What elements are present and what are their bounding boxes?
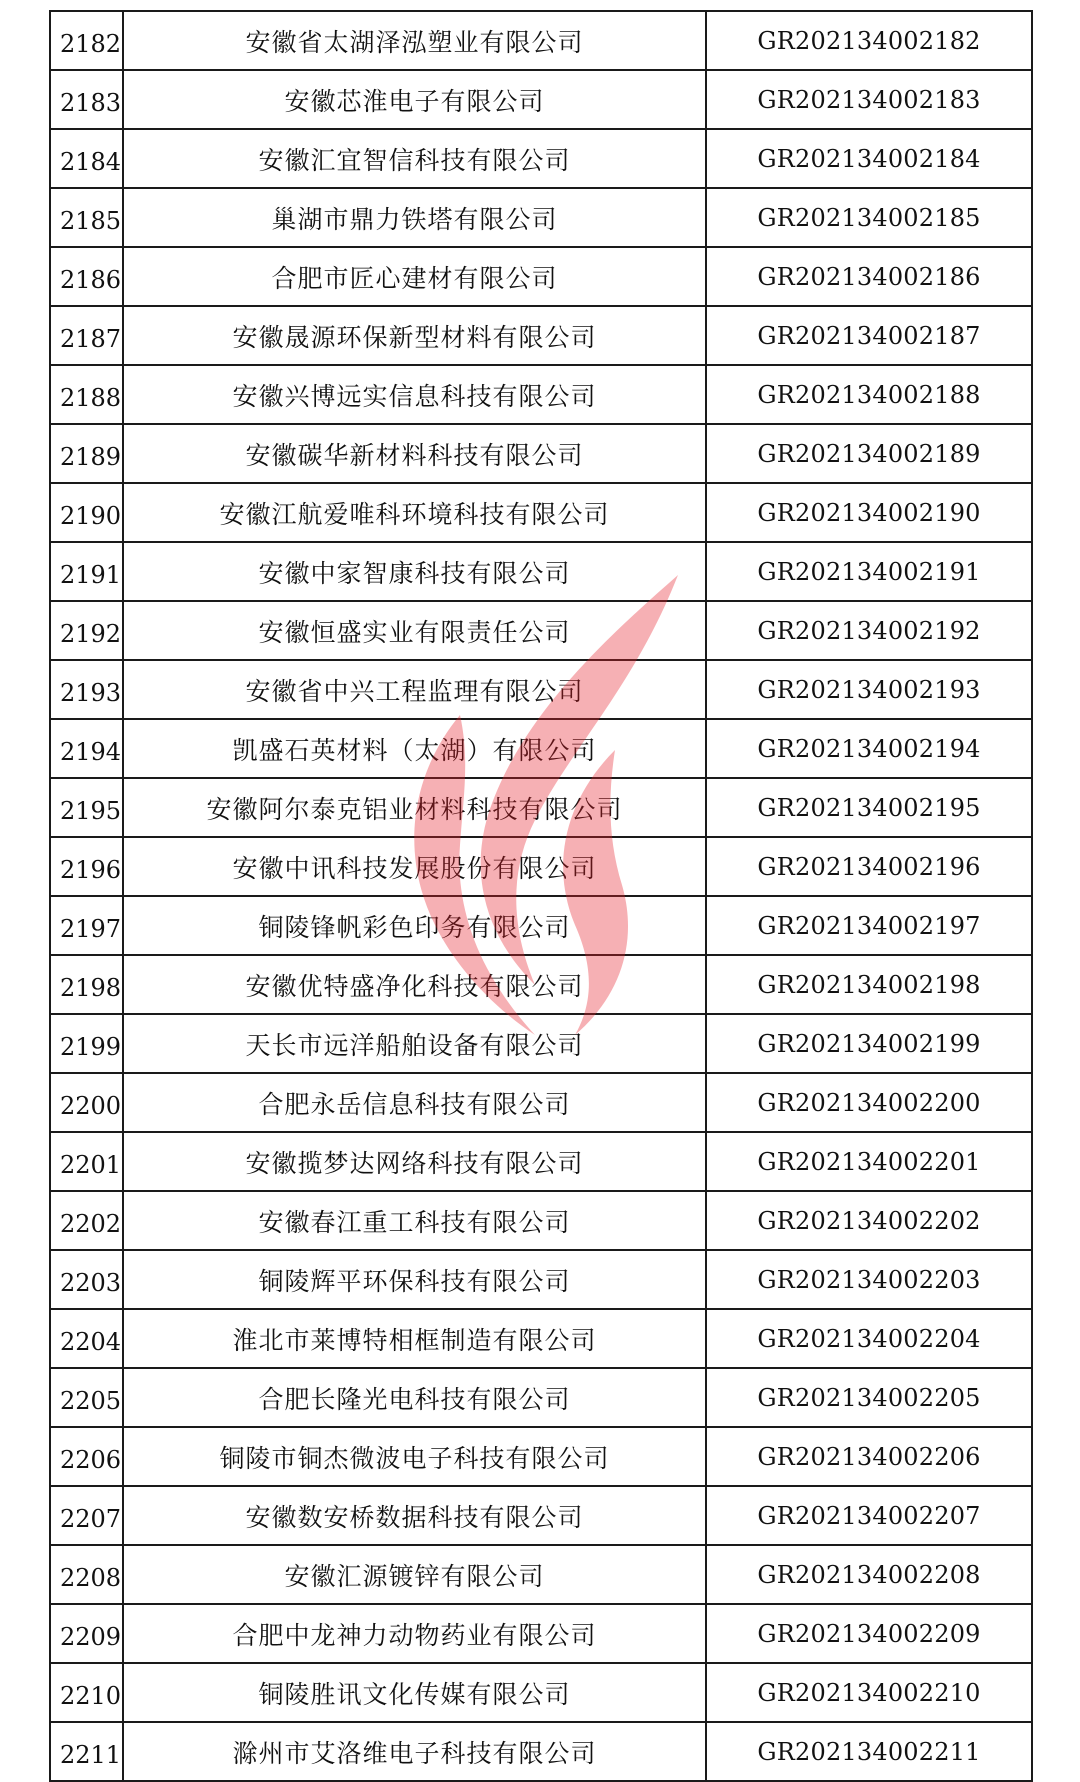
row-number: 2183 [50, 70, 123, 129]
table-row [50, 719, 1032, 778]
table-row [50, 129, 1032, 188]
row-number: 2189 [50, 424, 123, 483]
certificate-code: GR202134002193 [706, 660, 1032, 719]
table-row [50, 660, 1032, 719]
company-name: 合肥长隆光电科技有限公司 [123, 1368, 706, 1427]
row-number: 2195 [50, 778, 123, 837]
certificate-code: GR202134002182 [706, 11, 1032, 70]
row-number: 2190 [50, 483, 123, 542]
row-number: 2208 [50, 1545, 123, 1604]
row-number: 2206 [50, 1427, 123, 1486]
row-number: 2186 [50, 247, 123, 306]
certificate-code: GR202134002211 [706, 1722, 1032, 1781]
row-number: 2185 [50, 188, 123, 247]
row-number: 2191 [50, 542, 123, 601]
row-number: 2209 [50, 1604, 123, 1663]
row-number: 2194 [50, 719, 123, 778]
company-name: 凯盛石英材料（太湖）有限公司 [123, 719, 706, 778]
table-row [50, 1486, 1032, 1545]
company-name: 滁州市艾洛维电子科技有限公司 [123, 1722, 706, 1781]
certificate-code: GR202134002186 [706, 247, 1032, 306]
table-row [50, 365, 1032, 424]
company-name: 安徽晟源环保新型材料有限公司 [123, 306, 706, 365]
table-row [50, 247, 1032, 306]
company-name: 天长市远洋船舶设备有限公司 [123, 1014, 706, 1073]
certificate-code: GR202134002209 [706, 1604, 1032, 1663]
table-row [50, 1309, 1032, 1368]
company-name: 合肥永岳信息科技有限公司 [123, 1073, 706, 1132]
certificate-code: GR202134002191 [706, 542, 1032, 601]
row-number: 2197 [50, 896, 123, 955]
company-name: 淮北市莱博特相框制造有限公司 [123, 1309, 706, 1368]
company-name: 安徽省太湖泽泓塑业有限公司 [123, 11, 706, 70]
table-row [50, 1604, 1032, 1663]
certificate-code: GR202134002184 [706, 129, 1032, 188]
certificate-code: GR202134002202 [706, 1191, 1032, 1250]
certificate-code: GR202134002208 [706, 1545, 1032, 1604]
table-row [50, 483, 1032, 542]
company-list-table [49, 10, 1033, 1782]
certificate-code: GR202134002190 [706, 483, 1032, 542]
table-row [50, 424, 1032, 483]
certificate-code: GR202134002203 [706, 1250, 1032, 1309]
row-number: 2211 [50, 1722, 123, 1781]
table-row [50, 1191, 1032, 1250]
company-name: 安徽碳华新材料科技有限公司 [123, 424, 706, 483]
company-name: 安徽汇宜智信科技有限公司 [123, 129, 706, 188]
certificate-code: GR202134002200 [706, 1073, 1032, 1132]
certificate-code: GR202134002192 [706, 601, 1032, 660]
table-row [50, 1368, 1032, 1427]
table-row [50, 778, 1032, 837]
table-body [50, 11, 1032, 1781]
row-number: 2184 [50, 129, 123, 188]
certificate-code: GR202134002204 [706, 1309, 1032, 1368]
certificate-code: GR202134002205 [706, 1368, 1032, 1427]
row-number: 2200 [50, 1073, 123, 1132]
table-row [50, 11, 1032, 70]
row-number: 2203 [50, 1250, 123, 1309]
table-row [50, 1132, 1032, 1191]
company-name: 安徽揽梦达网络科技有限公司 [123, 1132, 706, 1191]
row-number: 2182 [50, 11, 123, 70]
certificate-code: GR202134002207 [706, 1486, 1032, 1545]
certificate-code: GR202134002187 [706, 306, 1032, 365]
certificate-code: GR202134002188 [706, 365, 1032, 424]
company-name: 安徽优特盛净化科技有限公司 [123, 955, 706, 1014]
row-number: 2198 [50, 955, 123, 1014]
company-name: 铜陵锋帆彩色印务有限公司 [123, 896, 706, 955]
table-row [50, 955, 1032, 1014]
company-name: 铜陵市铜杰微波电子科技有限公司 [123, 1427, 706, 1486]
table-row [50, 542, 1032, 601]
certificate-code: GR202134002196 [706, 837, 1032, 896]
table-row [50, 1545, 1032, 1604]
company-name: 安徽恒盛实业有限责任公司 [123, 601, 706, 660]
row-number: 2199 [50, 1014, 123, 1073]
row-number: 2207 [50, 1486, 123, 1545]
table-row [50, 1722, 1032, 1781]
row-number: 2204 [50, 1309, 123, 1368]
table-row [50, 1073, 1032, 1132]
certificate-code: GR202134002183 [706, 70, 1032, 129]
company-name: 安徽兴博远实信息科技有限公司 [123, 365, 706, 424]
table-row [50, 1427, 1032, 1486]
table-row [50, 896, 1032, 955]
certificate-code: GR202134002198 [706, 955, 1032, 1014]
certificate-code: GR202134002194 [706, 719, 1032, 778]
row-number: 2196 [50, 837, 123, 896]
row-number: 2202 [50, 1191, 123, 1250]
company-name: 安徽芯淮电子有限公司 [123, 70, 706, 129]
row-number: 2205 [50, 1368, 123, 1427]
certificate-code: GR202134002195 [706, 778, 1032, 837]
company-name: 安徽数安桥数据科技有限公司 [123, 1486, 706, 1545]
company-name: 巢湖市鼎力铁塔有限公司 [123, 188, 706, 247]
row-number: 2192 [50, 601, 123, 660]
company-name: 安徽中讯科技发展股份有限公司 [123, 837, 706, 896]
row-number: 2210 [50, 1663, 123, 1722]
table-row [50, 188, 1032, 247]
row-number: 2201 [50, 1132, 123, 1191]
certificate-code: GR202134002185 [706, 188, 1032, 247]
table-row [50, 1250, 1032, 1309]
table-row [50, 70, 1032, 129]
certificate-code: GR202134002197 [706, 896, 1032, 955]
table-row [50, 1663, 1032, 1722]
company-name: 安徽中家智康科技有限公司 [123, 542, 706, 601]
table-row [50, 601, 1032, 660]
company-name: 铜陵胜讯文化传媒有限公司 [123, 1663, 706, 1722]
table-row [50, 837, 1032, 896]
certificate-code: GR202134002201 [706, 1132, 1032, 1191]
company-name: 安徽省中兴工程监理有限公司 [123, 660, 706, 719]
company-name: 安徽汇源镀锌有限公司 [123, 1545, 706, 1604]
company-name: 安徽春江重工科技有限公司 [123, 1191, 706, 1250]
company-name: 合肥中龙神力动物药业有限公司 [123, 1604, 706, 1663]
company-name: 铜陵辉平环保科技有限公司 [123, 1250, 706, 1309]
certificate-code: GR202134002199 [706, 1014, 1032, 1073]
certificate-code: GR202134002189 [706, 424, 1032, 483]
row-number: 2193 [50, 660, 123, 719]
company-name: 合肥市匠心建材有限公司 [123, 247, 706, 306]
row-number: 2188 [50, 365, 123, 424]
row-number: 2187 [50, 306, 123, 365]
certificate-code: GR202134002210 [706, 1663, 1032, 1722]
table-row [50, 306, 1032, 365]
certificate-code: GR202134002206 [706, 1427, 1032, 1486]
table-row [50, 1014, 1032, 1073]
company-name: 安徽江航爱唯科环境科技有限公司 [123, 483, 706, 542]
company-name: 安徽阿尔泰克铝业材料科技有限公司 [123, 778, 706, 837]
